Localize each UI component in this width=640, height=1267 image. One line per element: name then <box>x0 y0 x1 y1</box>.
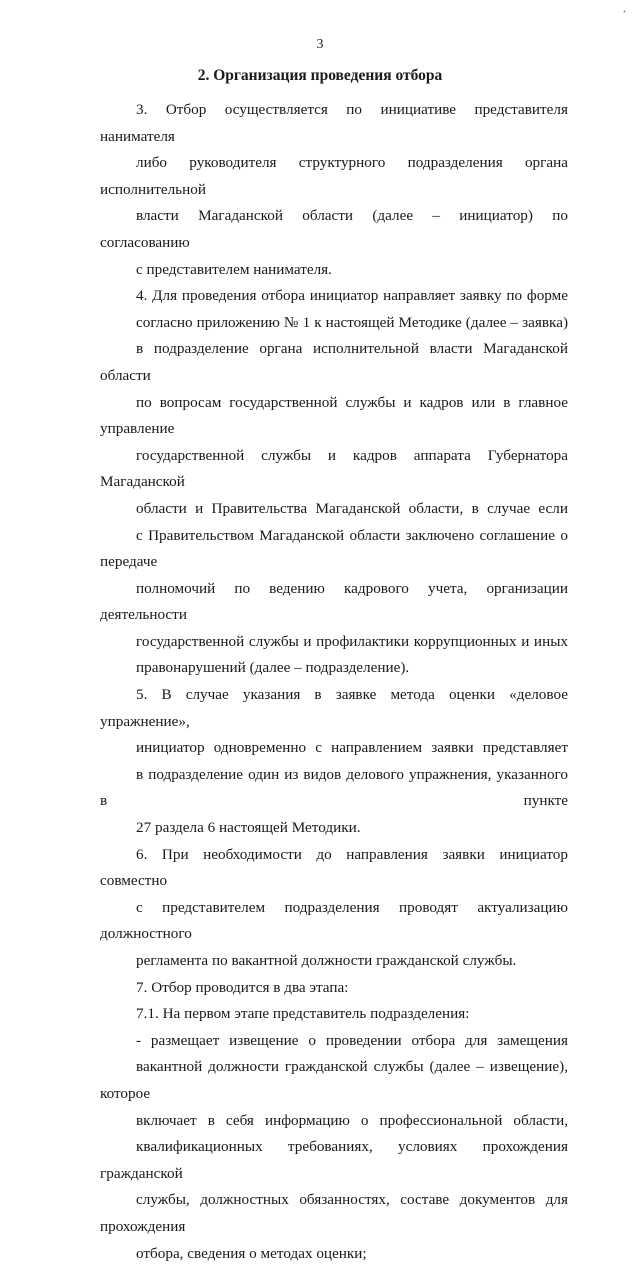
text-line: государственной службы и кадров аппарата Губернатора Магаданской <box>100 446 568 491</box>
text-line: инициатор одновременно с направлением заявки представляет <box>136 739 568 757</box>
text-line: регламента по вакантной должности гражданской службы. <box>136 952 517 969</box>
text-line: либо руководителя структурного подразделения органа исполнительной <box>100 154 568 198</box>
paragraph <box>100 975 568 1002</box>
text-line: 7.1. На первом этапе представитель подразделения: <box>136 1005 470 1023</box>
text-line: власти Магаданской области (далее – инициатор) по согласованию <box>100 207 568 251</box>
text-line: с представителем нанимателя. <box>136 260 332 278</box>
text-line: 6. При необходимости до направления заявки инициатор совместно <box>100 845 568 890</box>
text-line: с Правительством Магаданской области заключено соглашение о передаче <box>100 526 568 571</box>
paragraph <box>100 283 568 682</box>
section-heading: 2. Организация проведения отбора <box>197 67 443 84</box>
text-line: с представителем подразделения проводят актуализацию должностного <box>100 898 568 943</box>
text-line: 5. В случае указания в заявке метода оценки «деловое упражнение», <box>100 686 568 730</box>
text-line: в подразделение один из видов делового упражнения, указанного в пункте <box>100 765 568 810</box>
paragraph <box>100 1001 568 1028</box>
text-line: 27 раздела 6 настоящей Методики. <box>136 819 361 837</box>
text-line: по вопросам государственной службы и кадров или в главное управление <box>100 393 568 438</box>
document-body <box>100 97 568 1267</box>
text-line: согласно приложению № 1 к настоящей Методике (далее – заявка) <box>136 313 568 331</box>
text-line: 3. Отбор осуществляется по инициативе представителя нанимателя <box>100 101 568 145</box>
text-line: квалификационных требованиях, условиях прохождения гражданской <box>100 1138 568 1182</box>
text-line: правонарушений (далее – подразделение). <box>136 659 410 677</box>
text-line: отбора, сведения о методах оценки; <box>136 1244 367 1262</box>
text-line: включает в себя информацию о профессиональной области, <box>136 1111 568 1129</box>
corner-mark: ¸ <box>622 2 626 13</box>
text-line: полномочий по ведению кадрового учета, организации деятельности <box>100 579 568 624</box>
paragraph <box>100 1028 568 1267</box>
text-line: государственной службы и профилактики коррупционных и иных <box>136 632 568 650</box>
page-number: 3 <box>316 37 324 52</box>
text-line: вакантной должности гражданской службы (далее – извещение), которое <box>100 1058 568 1102</box>
paragraph <box>100 97 568 283</box>
text-line: службы, должностных обязанностях, составе документов для прохождения <box>100 1191 568 1235</box>
text-line: 7. Отбор проводится в два этапа: <box>136 978 349 996</box>
text-line: 4. Для проведения отбора инициатор направляет заявку по форме <box>136 287 568 305</box>
text-line: - размещает извещение о проведении отбора для замещения <box>136 1031 568 1049</box>
text-line: области и Правительства Магаданской области, в случае если <box>136 499 568 517</box>
paragraph <box>100 842 568 975</box>
text-line: в подразделение органа исполнительной власти Магаданской области <box>100 340 568 384</box>
paragraph <box>100 682 568 842</box>
